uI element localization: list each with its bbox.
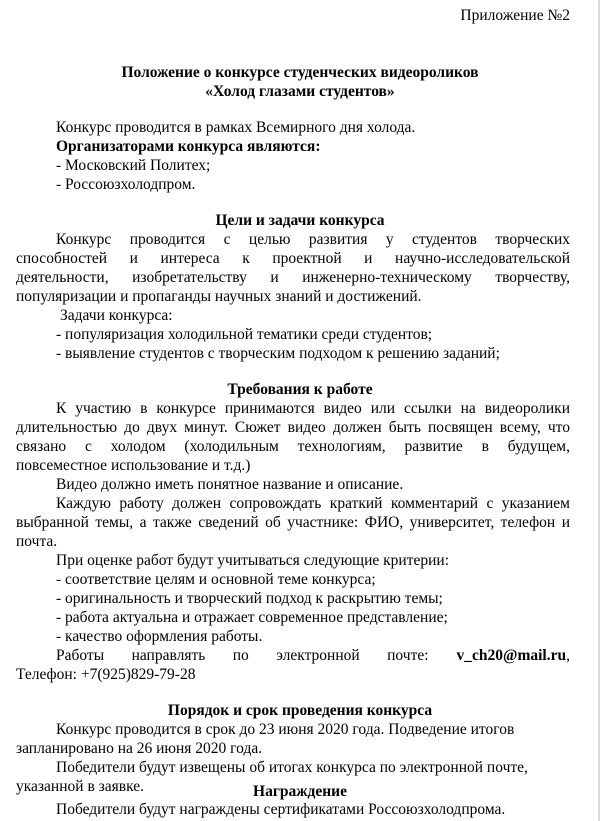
requirements-title-note: Видео должно иметь понятное название и описание. — [56, 476, 404, 493]
email-suffix: , — [566, 647, 570, 664]
organizer-item: - Россоюзхолодпром. — [56, 176, 196, 193]
criteria-item: - качество оформления работы. — [56, 628, 263, 645]
task-item: - популяризация холодильной тематики среди студентов; — [56, 326, 433, 343]
requirements-comment-line: Каждую работу должен сопровождать краткий комментарий с указанием — [56, 495, 570, 512]
email-link[interactable]: v_ch20@mail.ru — [456, 647, 567, 664]
requirements-paragraph-line: связано с холодом (холодильным технологиям, развитие в будущем, — [16, 438, 570, 455]
requirements-comment-line: почта. — [16, 533, 58, 550]
goals-paragraph-line: Конкурс проводится с целью развития у студентов творческих — [56, 231, 570, 248]
goals-paragraph-line: деятельности, изобретательству и инженерно-техническому творчеству, — [16, 269, 570, 286]
schedule-paragraph-line: запланировано на 26 июня 2020 года. — [16, 740, 263, 757]
document-title-line-1: Положение о конкурсе студенческих видеороликов — [121, 64, 479, 81]
goals-heading: Цели и задачи конкурса — [215, 212, 385, 229]
requirements-comment-line: выбранной темы, а также сведений об участнике: ФИО, университет, телефон и — [16, 514, 570, 531]
awards-text: Победители будут награждены сертификатами Россоюзхолодпрома. — [56, 801, 506, 818]
criteria-intro: При оценке работ будут учитываться следующие критерии: — [56, 552, 450, 569]
goals-paragraph-line: способностей и интереса к проектной и научно-исследовательской — [16, 250, 570, 267]
submission-text: Работы направлять по электронной почте: — [56, 647, 429, 664]
task-item: - выявление студентов с творческим подходом к решению заданий; — [56, 345, 500, 362]
criteria-item: - оригинальность и творческий подход к раскрытию темы; — [56, 590, 443, 607]
organizer-item: - Московский Политех; — [56, 157, 211, 174]
document-title-line-2: «Холод глазами студентов» — [205, 83, 395, 100]
schedule-heading: Порядок и срок проведения конкурса — [167, 702, 433, 719]
awards-heading: Награждение — [253, 783, 347, 800]
submission-line — [56, 646, 570, 666]
organizers-heading: Организаторами конкурса являются: — [56, 138, 321, 155]
winners-notice-line: указанной в заявке. — [16, 778, 144, 795]
goals-paragraph-line: популяризации и пропаганды научных знаний и достижений. — [16, 288, 422, 305]
criteria-item: - соответствие целям и основной теме конкурса; — [56, 571, 376, 588]
requirements-paragraph-line: К участию в конкурсе принимаются видео или ссылки на видеоролики — [56, 400, 570, 417]
intro-text: Конкурс проводится в рамках Всемирного дня холода. — [56, 119, 416, 136]
tasks-label: Задачи конкурса: — [60, 307, 173, 324]
winners-notice-line: Победители будут извещены об итогах конкурса по электронной почте, — [56, 759, 528, 776]
appendix-label: Приложение №2 — [460, 7, 570, 24]
phone-text: Телефон: +7(925)829-79-28 — [16, 666, 196, 683]
schedule-paragraph-line: Конкурс проводится в срок до 23 июня 2020 года. Подведение итогов — [56, 721, 515, 738]
requirements-paragraph-line: длительностью до двух минут. Сюжет видео должен быть посвящен всему, что — [16, 419, 570, 436]
requirements-heading: Требования к работе — [227, 381, 373, 398]
requirements-paragraph-line: повсеместное использование и т.д.) — [16, 457, 251, 474]
criteria-item: - работа актуальна и отражает современное представление; — [56, 609, 448, 626]
